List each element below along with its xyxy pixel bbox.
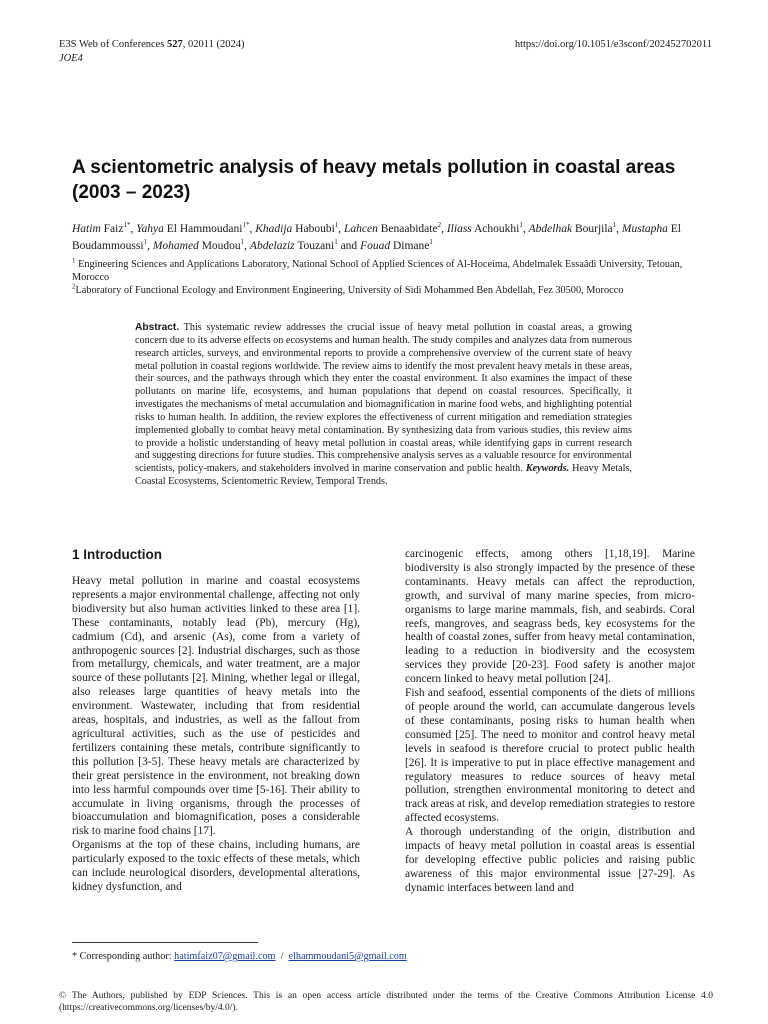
email-link-1[interactable]: hatimfaiz07@gmail.com	[174, 951, 276, 962]
paragraph: Organisms at the top of these chains, including humans, are particularly exposed to the toxic effects of these metals, which can include neurological disorders, developmental alterations, kidney dysfunction, and	[72, 839, 360, 893]
license-notice: © The Authors, published by EDP Sciences. This is an open access article distributed under the terms of the Creative Commons Attribution License 4.0 (https://creativecommons.org/licenses/by/4.0/).	[59, 991, 713, 1013]
journal-prefix: E3S Web of Conferences	[59, 39, 168, 50]
abstract-text: This systematic review addresses the crucial issue of heavy metal pollution in coastal areas, a growing concern due to its adverse effects on ecosystems and human health. The study compiles and analyzes data from numerous research articles, surveys, and environmental reports to provide a comprehensive overview of the current state of heavy metal pollution in coastal regions worldwide. The review aims to identify the most prevalent heavy metals in these areas, their sources, and the pathways through which they enter the coastal environment. It also examines the impact of these pollutants on marine life, ecosystems, and human populations that depend on coastal resources. Specifically, it investigates the mechanisms of metal accumulation and biomagnification in marine food webs, and highlighting potential risks to human health. In addition, the review explores the effectiveness of current mitigation and remediation strategies implemented globally to combat heavy metal contamination. By synthesizing data from various studies, this review aims to provide a holistic understanding of heavy metal pollution in coastal areas, while identifying gaps in current research and suggesting directions for future studies. This comprehensive analysis serves as a valuable resource for environmental scientists, policy-makers, and stakeholders involved in marine conservation and public health.	[135, 322, 632, 475]
paragraph: Heavy metal pollution in marine and coastal ecosystems represents a major environmental challenge, affecting not only biodiversity but also human activities linked to these area [1]. These contaminants, notably lead (Pb), mercury (Hg), cadmium (Cd), and arsenic (As), come from a variety of anthropogenic sources [2]. Industrial discharges, such as those from metallurgy, chemicals, and water treatment, are a major source of these pollutants [2]. Mining, whether legal or illegal, also releases large quantities of heavy metals into the environment. Wastewater, including that from residential areas, hospitals, and industries, as well as the fallout from agricultural activities, such as the use of pesticides and fertilizers containing these metals, contribute significantly to this pollution [3-5]. These heavy metals are characterized by their great persistence in the environment, not breaking down into less harmful compounds over time [5-16]. Their ability to accumulate in living organisms, through the processes of bioaccumulation and biomagnification, poses a considerable risk to marine food chains [17].	[72, 575, 360, 838]
section-heading: 1 Introduction	[72, 547, 162, 562]
doi-link[interactable]: https://doi.org/10.1051/e3sconf/202452702011	[514, 39, 712, 50]
footnote-prefix: * Corresponding author:	[72, 951, 175, 962]
corresponding-author-footnote	[72, 950, 407, 963]
email-link-2[interactable]: elhammoudani5@gmail.com	[288, 951, 407, 962]
article-number: , 02011 (2024)	[182, 39, 245, 50]
affiliation-2: $^2$Laboratory of Functional Ecology and Environment Engineering, University of Sidi Mohammed Ben Abdellah, Fez 30500, Morocco	[72, 282, 624, 296]
author: Fouad Dimane$^1$	[360, 238, 433, 252]
author: Abdelhak Bourjila$^1$	[528, 221, 617, 235]
abstract-label: Abstract.	[135, 322, 180, 333]
volume-number: 527	[167, 39, 183, 50]
author: Yahya El Hammoudani$^{1*}$	[136, 221, 250, 235]
paragraph: carcinogenic effects, among others [1,18,19]. Marine biodiversity is also strongly impacted by the presence of these contaminants. Heavy metals can affect the reproduction, growth, and survival of many marine species, from micro-organisms to large marine mammals, fish, and seabirds. Coral reefs, mangroves, and seagrass beds, key ecosystems for the health of coastal zones, suffer from heavy metal contamination, leading to a reduction in biodiversity and the ecosystem services they provide [20-23]. Food safety is another major concern linked to heavy metal pollution [24].	[405, 548, 695, 686]
paragraph: A thorough understanding of the origin, distribution and impacts of heavy metal pollution in coastal areas is essential for developing effective public policies and raising public awareness of this major environmental issue [27-29]. As dynamic interfaces between land and	[405, 826, 695, 894]
journal-header	[59, 38, 245, 66]
email-separator: /	[275, 951, 289, 962]
conference-name: JOE4	[59, 53, 83, 64]
author: Lahcen Benaabidate$^2$	[344, 221, 442, 235]
keywords-text: Heavy Metals, Coastal Ecosystems, Scientometric Review, Temporal Trends.	[135, 463, 632, 488]
footnote-divider	[72, 942, 258, 943]
right-column	[405, 548, 695, 896]
abstract	[135, 322, 632, 489]
author: Iliass Achoukhi$^1$	[446, 221, 523, 235]
keywords-label: Keywords.	[525, 463, 570, 475]
author: Khadija Haboubi$^1$	[255, 221, 339, 235]
author: Mohamed Moudou$^1$	[152, 238, 245, 252]
paragraph: Fish and seafood, essential components of the diets of millions of people around the world, can accumulate dangerous levels of these contaminants, posing risks to human health when consumed [25]. The need to monitor and control heavy metal levels in seafood is therefore crucial to protect public health [26]. It is imperative to put in place effective management and regulatory measures to reduce sources of heavy metal pollution, strengthen environmental monitoring to detect and track areas at risk, and develop remediation strategies to restore affected ecosystems.	[405, 687, 695, 825]
author: Mustapha El Boudammoussi$^1$	[72, 223, 681, 252]
journal-citation	[59, 38, 245, 52]
author: Hatim Faiz$^{1*}$	[72, 221, 131, 235]
author: Abdelaziz Touzani$^1$	[249, 238, 338, 252]
affiliation-1: $^1$ Engineering Sciences and Applications Laboratory, National School of Applied Sciences of Al-Hoceima, Abdelmalek Essaâdi University, Tetouan, Morocco	[72, 256, 683, 283]
author-list: Hatim Faiz$^{1*}$, Yahya El Hammoudani$^{1*}$, Khadija Haboubi$^1$, Lahcen Benaabidate$^2$, Iliass Achoukhi$^1$, Abdelhak Bourjila$^1$, Mustapha El Boudammoussi$^1$, Mohamed Moudou$^1$, Abdelaziz Touzani$^1$ and Fouad Dimane$^1$	[72, 221, 681, 252]
left-column	[72, 575, 360, 895]
paper-title: A scientometric analysis of heavy metals pollution in coastal areas (2003 – 2023)	[72, 157, 676, 203]
